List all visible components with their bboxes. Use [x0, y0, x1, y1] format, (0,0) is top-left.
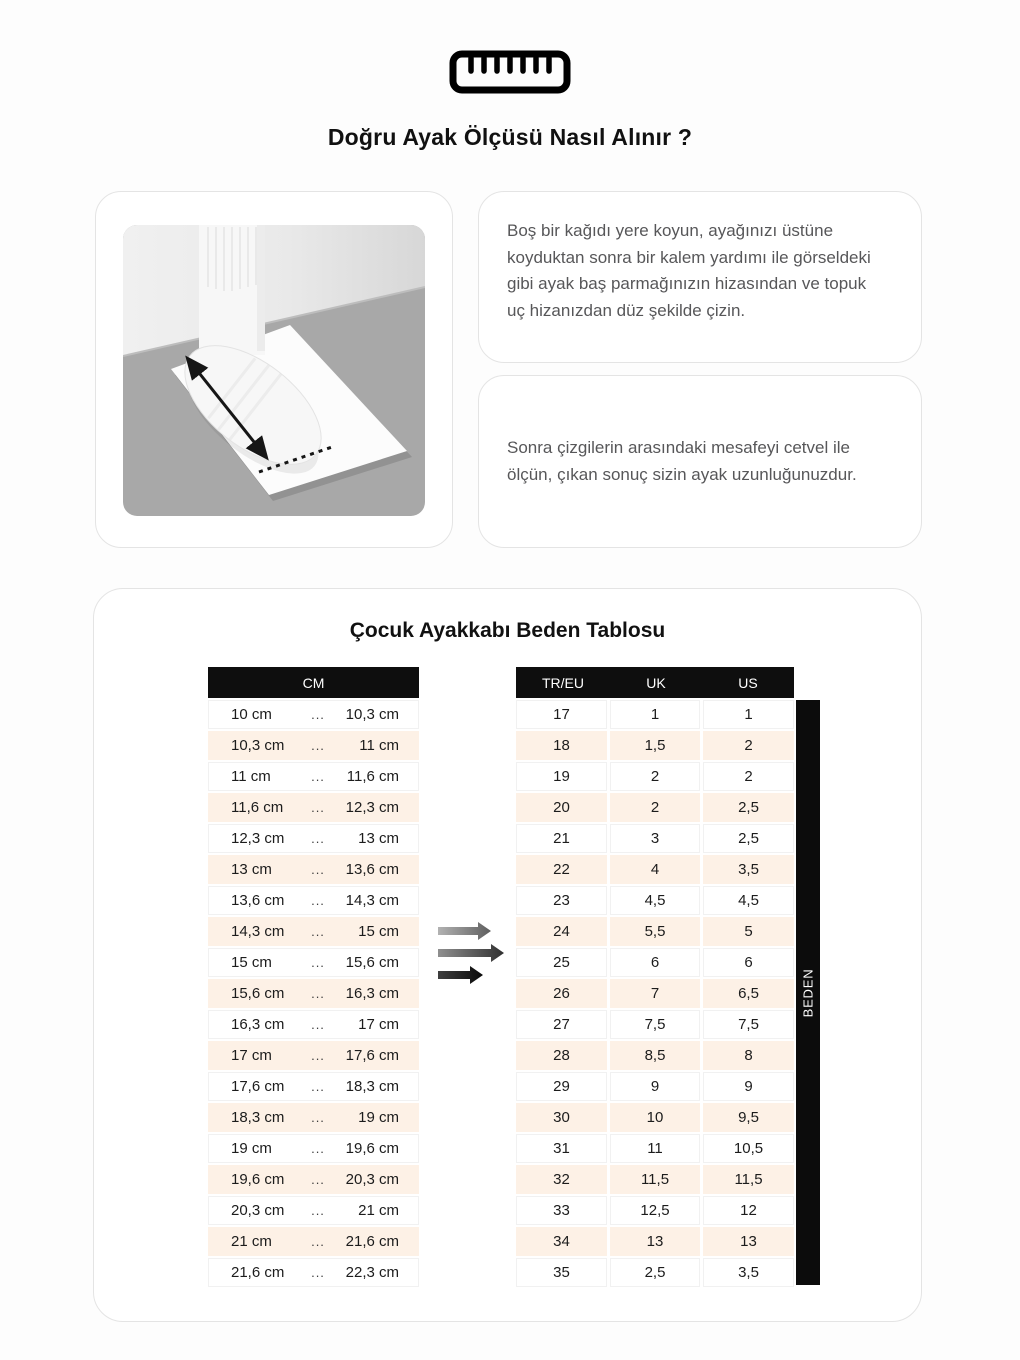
size-table-row — [516, 886, 794, 915]
size-cell-uk: 3 — [610, 824, 700, 853]
cm-table-row — [208, 1010, 419, 1039]
cm-range-from: 19 cm — [231, 1140, 272, 1157]
size-cell-uk: 5,5 — [610, 917, 700, 946]
size-cell-us: 3,5 — [703, 1258, 794, 1287]
size-cell-treu: 19 — [516, 762, 607, 791]
range-separator: ... — [311, 1141, 325, 1156]
size-cell-treu: 20 — [516, 793, 607, 822]
instruction-step-1: Boş bir kağıdı yere koyun, ayağınızı üstüne koyduktan sonra bir kalem yardımı ile görseldeki gibi ayak baş parmağınızın hizasından ve topuk uç hizanızdan düz şekilde çizin. — [507, 221, 871, 320]
cm-range-to: 20,3 cm — [345, 1171, 399, 1188]
cm-table-row — [208, 948, 419, 977]
cm-range-to: 11,6 cm — [346, 768, 399, 785]
size-cell-treu: 31 — [516, 1134, 607, 1163]
range-separator: ... — [311, 862, 325, 877]
size-cell-us: 6,5 — [703, 979, 794, 1008]
cm-table-row — [208, 731, 419, 760]
cm-range-from: 12,3 cm — [231, 830, 285, 847]
cm-range-from: 16,3 cm — [231, 1016, 285, 1033]
size-table-row — [516, 979, 794, 1008]
size-table-row — [516, 1258, 794, 1287]
cm-table-row — [208, 1258, 419, 1287]
cm-range-to: 17,6 cm — [345, 1047, 399, 1064]
foot-photo-card — [95, 191, 453, 548]
size-cell-uk: 7,5 — [610, 1010, 700, 1039]
instruction-box-2 — [478, 375, 922, 548]
size-cell-us: 7,5 — [703, 1010, 794, 1039]
cm-table-row — [208, 1103, 419, 1132]
beden-side-bar — [796, 700, 820, 1285]
size-table-row — [516, 824, 794, 853]
size-cell-treu: 24 — [516, 917, 607, 946]
range-separator: ... — [311, 1048, 325, 1063]
size-table-row — [516, 948, 794, 977]
size-cell-treu: 28 — [516, 1041, 607, 1070]
transfer-arrows-wrap — [426, 919, 516, 994]
size-cell-uk: 7 — [610, 979, 700, 1008]
range-separator: ... — [311, 707, 325, 722]
size-cell-uk: 1,5 — [610, 731, 700, 760]
size-cell-uk: 9 — [610, 1072, 700, 1101]
cm-table-row — [208, 1227, 419, 1256]
size-cell-treu: 29 — [516, 1072, 607, 1101]
size-cell-uk: 1 — [610, 700, 700, 729]
size-table-row — [516, 917, 794, 946]
cm-range-to: 19,6 cm — [345, 1140, 399, 1157]
range-separator: ... — [311, 800, 325, 815]
size-cell-treu: 34 — [516, 1227, 607, 1256]
cm-table-row — [208, 855, 419, 884]
size-cell-us: 1 — [703, 700, 794, 729]
size-table-row — [516, 1134, 794, 1163]
cm-range-to: 11 cm — [359, 737, 399, 754]
cm-table-row — [208, 979, 419, 1008]
cm-range-to: 12,3 cm — [345, 799, 399, 816]
size-table-header-uk: UK — [646, 674, 666, 691]
cm-table-row — [208, 1041, 419, 1070]
size-cell-treu: 33 — [516, 1196, 607, 1225]
size-cell-uk: 2,5 — [610, 1258, 700, 1287]
size-cell-us: 4,5 — [703, 886, 794, 915]
cm-range-from: 13,6 cm — [231, 892, 285, 909]
cm-range-to: 16,3 cm — [345, 985, 399, 1002]
size-cell-us: 12 — [703, 1196, 794, 1225]
cm-range-from: 10 cm — [231, 706, 272, 723]
range-separator: ... — [311, 1203, 325, 1218]
cm-range-to: 15 cm — [358, 923, 399, 940]
cm-range-to: 10,3 cm — [345, 706, 399, 723]
range-separator: ... — [311, 1017, 325, 1032]
cm-table-row — [208, 793, 419, 822]
cm-table-row — [208, 824, 419, 853]
size-table-row — [516, 1041, 794, 1070]
range-separator: ... — [311, 831, 325, 846]
transfer-arrows-icon — [435, 919, 507, 989]
size-cell-us: 5 — [703, 917, 794, 946]
cm-range-to: 17 cm — [358, 1016, 399, 1033]
size-table-row — [516, 793, 794, 822]
size-cell-treu: 30 — [516, 1103, 607, 1132]
size-cell-us: 6 — [703, 948, 794, 977]
size-cell-uk: 11 — [610, 1134, 700, 1163]
cm-range-to: 21 cm — [358, 1202, 399, 1219]
size-cell-us: 9 — [703, 1072, 794, 1101]
size-cell-treu: 22 — [516, 855, 607, 884]
cm-range-from: 18,3 cm — [231, 1109, 285, 1126]
size-table-row — [516, 1103, 794, 1132]
size-cell-treu: 26 — [516, 979, 607, 1008]
cm-table-row — [208, 1072, 419, 1101]
ruler-icon-wrap — [0, 50, 1020, 99]
size-table-row — [516, 700, 794, 729]
size-chart-title: Çocuk Ayakkabı Beden Tablosu — [349, 619, 666, 642]
cm-range-from: 19,6 cm — [231, 1171, 285, 1188]
size-cell-us: 9,5 — [703, 1103, 794, 1132]
cm-table-row — [208, 1196, 419, 1225]
size-table-row — [516, 1072, 794, 1101]
instruction-step-2: Sonra çizgilerin arasındaki mesafeyi cetvel ile ölçün, çıkan sonuç sizin ayak uzunluğunuzdur. — [507, 437, 857, 484]
range-separator: ... — [311, 1110, 325, 1125]
size-cell-us: 13 — [703, 1227, 794, 1256]
cm-table-row — [208, 762, 419, 791]
size-cell-us: 2,5 — [703, 793, 794, 822]
size-cell-uk: 4 — [610, 855, 700, 884]
size-cell-uk: 11,5 — [610, 1165, 700, 1194]
range-separator: ... — [311, 769, 325, 784]
size-table-row — [516, 762, 794, 791]
size-cell-uk: 8,5 — [610, 1041, 700, 1070]
instruction-box-1 — [478, 191, 922, 363]
size-cell-uk: 12,5 — [610, 1196, 700, 1225]
cm-range-from: 11 cm — [231, 768, 271, 785]
ruler-icon — [449, 50, 571, 94]
size-cell-us: 2,5 — [703, 824, 794, 853]
cm-range-to: 15,6 cm — [345, 954, 399, 971]
cm-range-from: 21,6 cm — [231, 1264, 285, 1281]
size-cell-uk: 2 — [610, 762, 700, 791]
range-separator: ... — [311, 955, 325, 970]
cm-range-from: 10,3 cm — [231, 737, 285, 754]
range-separator: ... — [311, 1172, 325, 1187]
size-cell-uk: 13 — [610, 1227, 700, 1256]
size-table-row — [516, 1165, 794, 1194]
size-cell-uk: 6 — [610, 948, 700, 977]
cm-range-to: 22,3 cm — [345, 1264, 399, 1281]
cm-range-from: 17,6 cm — [231, 1078, 285, 1095]
range-separator: ... — [311, 1079, 325, 1094]
size-cell-us: 10,5 — [703, 1134, 794, 1163]
size-cell-treu: 25 — [516, 948, 607, 977]
cm-table-row — [208, 700, 419, 729]
cm-range-from: 17 cm — [231, 1047, 272, 1064]
cm-range-to: 13,6 cm — [345, 861, 399, 878]
cm-range-to: 14,3 cm — [345, 892, 399, 909]
cm-range-from: 15 cm — [231, 954, 272, 971]
cm-table-row — [208, 1165, 419, 1194]
size-table-row — [516, 1227, 794, 1256]
size-table-header — [516, 667, 794, 698]
size-cell-uk: 2 — [610, 793, 700, 822]
size-cell-treu: 18 — [516, 731, 607, 760]
size-table-row — [516, 855, 794, 884]
cm-table — [208, 667, 419, 1289]
size-cell-us: 2 — [703, 762, 794, 791]
page-title: Doğru Ayak Ölçüsü Nasıl Alınır ? — [327, 124, 693, 150]
range-separator: ... — [311, 738, 325, 753]
cm-range-from: 20,3 cm — [231, 1202, 285, 1219]
size-cell-us: 11,5 — [703, 1165, 794, 1194]
size-table-rows — [516, 700, 794, 1287]
cm-range-to: 21,6 cm — [345, 1233, 399, 1250]
size-cell-treu: 27 — [516, 1010, 607, 1039]
cm-range-from: 11,6 cm — [231, 799, 284, 816]
size-cell-us: 3,5 — [703, 855, 794, 884]
cm-table-header: CM — [208, 667, 419, 698]
size-table — [516, 667, 794, 1289]
range-separator: ... — [311, 1234, 325, 1249]
cm-range-from: 14,3 cm — [231, 923, 285, 940]
size-cell-us: 8 — [703, 1041, 794, 1070]
cm-range-from: 21 cm — [231, 1233, 272, 1250]
cm-table-row — [208, 1134, 419, 1163]
size-cell-us: 2 — [703, 731, 794, 760]
cm-range-from: 15,6 cm — [231, 985, 285, 1002]
size-table-row — [516, 731, 794, 760]
size-cell-treu: 17 — [516, 700, 607, 729]
size-cell-treu: 23 — [516, 886, 607, 915]
range-separator: ... — [311, 1265, 325, 1280]
size-table-row — [516, 1010, 794, 1039]
size-cell-treu: 21 — [516, 824, 607, 853]
foot-measurement-photo — [123, 225, 425, 516]
cm-range-from: 13 cm — [231, 861, 272, 878]
beden-side-label: BEDEN — [800, 968, 816, 1017]
size-cell-treu: 32 — [516, 1165, 607, 1194]
size-table-row — [516, 1196, 794, 1225]
cm-range-to: 13 cm — [358, 830, 399, 847]
cm-range-to: 18,3 cm — [345, 1078, 399, 1095]
size-table-header-us: US — [738, 674, 758, 691]
size-table-header-treu: TR/EU — [542, 674, 584, 691]
range-separator: ... — [311, 986, 325, 1001]
cm-range-to: 19 cm — [358, 1109, 399, 1126]
size-cell-uk: 10 — [610, 1103, 700, 1132]
cm-table-row — [208, 886, 419, 915]
size-chart-card — [93, 588, 922, 1322]
range-separator: ... — [311, 893, 325, 908]
size-cell-uk: 4,5 — [610, 886, 700, 915]
range-separator: ... — [311, 924, 325, 939]
cm-table-row — [208, 917, 419, 946]
cm-table-rows — [208, 700, 419, 1287]
size-cell-treu: 35 — [516, 1258, 607, 1287]
